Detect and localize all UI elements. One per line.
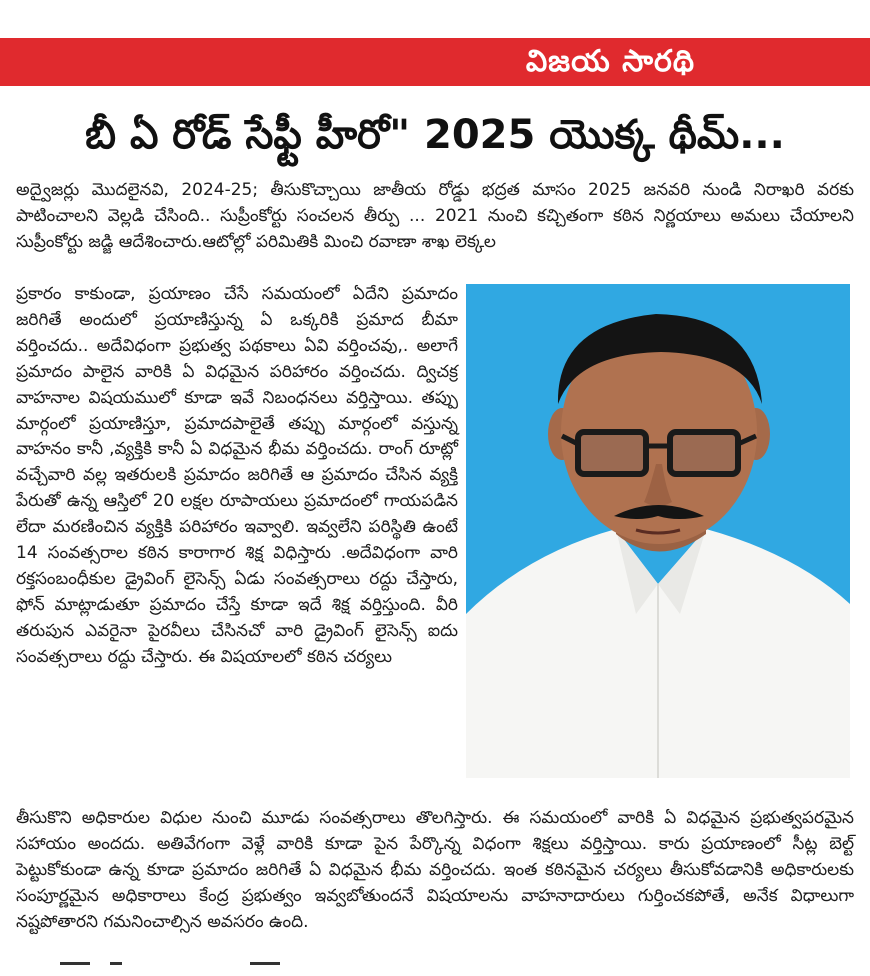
edge-mark xyxy=(60,962,90,965)
edge-mark xyxy=(110,962,122,965)
masthead-title: విజయ సారథి xyxy=(525,44,695,79)
masthead-banner xyxy=(0,38,870,86)
page-top-margin xyxy=(0,0,870,38)
article-paragraph-intro: అద్వైజర్లు మొదలైనవి, 2024-25; తీసుకొచ్చాయి జాతీయ రోడ్డు భద్రత మాసం 2025 జనవరి నుండి నిరాఖరి వరకు పాటించాలని వెల్లడి చేసింది.. సుప్రీంకోర్టు సంచలన తీర్పు ... 2021 నుంచి కచ్చితంగా కఠిన నిర్ణయాలు అమలు చేయాలని సుప్రీంకోర్టు జడ్జి ఆదేశించారు.ఆటోల్లో పరిమితికి మించి రవాణా శాఖ లెక్కల xyxy=(16,180,854,252)
next-article-edge xyxy=(0,962,870,976)
portrait-illustration xyxy=(466,284,850,778)
article-paragraph-closing: తీసుకొని అధికారుల విధుల నుంచి మూడు సంవత్సరాలు తొలగిస్తారు. ఈ సమయంలో వారికి ఏ విధమైన ప్రభుత్వపరమైన సహాయం అందదు. అతివేగంగా వెళ్లే వారికి కూడా పైన పేర్కొన్న విధంగా శిక్షలు వర్తిస్తాయి. కారు ప్రయాణంలో సీట్ల బెల్ట్ పెట్టుకోకుండా ఉన్న కూడా ప్రమాదం జరిగితే ఏ విధమైన భీమ వర్తించదు. ఇంత కఠినమైన చర్యలు తీసుకోవడానికి అధికారులకు సంపూర్ణమైన అధికారాలు కేంద్ర ప్రభుత్వం ఇవ్వబోతుందనే విషయాలను వాహనాదారులు గుర్తించకపోతే, అనేక విధాలుగా నష్టపోతారని గమనించాల్సిన అవసరం ఉంది. xyxy=(16,808,854,932)
portrait-photo xyxy=(466,284,850,778)
article-headline: బీ ఏ రోడ్ సేఫ్టీ హీరో" 2025 యొక్క థీమ్... xyxy=(85,112,785,158)
edge-mark xyxy=(250,962,280,965)
masthead-divider xyxy=(0,86,870,90)
article-paragraph-column: ప్రకారం కాకుండా, ప్రయాణం చేసే సమయంలో ఏదేని ప్రమాదం జరిగితే అందులో ప్రయాణిస్తున్న ఏ ఒక్కరికి ప్రమాద బీమా వర్తించదు.. అదేవిధంగా ప్రభుత్వ పథకాలు ఏవి వర్తించవు,. అలాగే ప్రమాదం పాలైన వారికి ఏ విధమైన పరిహారం వర్తించదు. ద్విచక్ర వాహనాల విషయములో కూడా ఇవే నిబంధనలు వర్తిస్తాయి. తప్పు మార్గంలో ప్రయాణిస్తూ, ప్రమాదపాలైతే తప్పు మార్గంలో వస్తున్న వాహనం కానీ ,వ్యక్తికి కానీ ఏ విధమైన భీమ వర్తించదు. రాంగ్ రూట్లో వచ్చేవారి వల్ల ఇతరులకి ప్రమాదం జరిగితే ఆ ప్రమాదం చేసిన వ్యక్తి పేరుతో ఉన్న ఆస్తిలో 20 లక్షల రూపాయలు ప్రమాదంలో గాయపడిన లేదా మరణించిన వ్యక్తికి పరిహారం ఇవ్వాలి. ఇవ్వలేని పరిస్థితి ఉంటే 14 సంవత్సరాల కఠిన కారాగార శిక్ష విధిస్తారు .అదేవిధంగా వారి రక్తసంబంధీకుల డ్రైవింగ్ లైసెన్స్ ఏడు సంవత్సరాలు రద్దు చేస్తారు, ఫోన్ మాట్లాడుతూ ప్రమాదం చేస్తే కూడా ఇదే శిక్ష వర్తిస్తుంది. వీరి తరుపున ఎవరైనా పైరవీలు చేసినచో వారి డ్రైవింగ్ లైసెన్స్ ఐదు సంవత్సరాలు రద్దు చేస్తారు. ఈ విషయాలలో కఠిన చర్యలు xyxy=(16,284,458,667)
